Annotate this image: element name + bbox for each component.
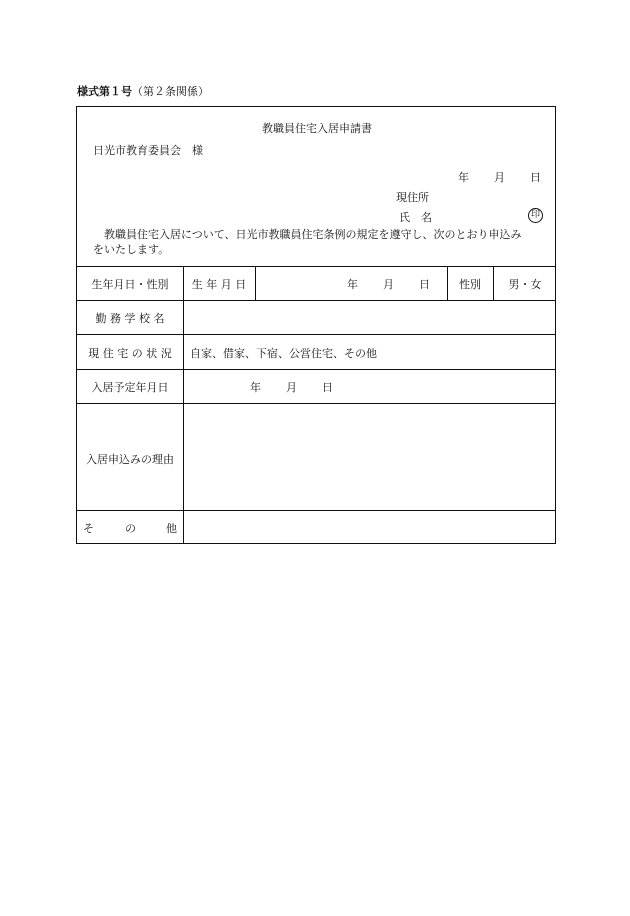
sex-value: 男・女 [508,278,542,291]
table-divider [77,403,555,404]
application-form [76,106,556,544]
date-day-label: 日 [530,171,541,184]
form-title: 教職員住宅入居申請書 [262,122,372,135]
housing-status-label: 現 住 宅 の 状 況 [88,347,172,360]
date-month-label: 月 [494,171,505,184]
form-number: 様式第１号 [77,85,132,98]
date-year-label: 年 [458,171,469,184]
birth-year-label: 年 [347,278,358,291]
other-label-char-2: の [125,522,136,535]
school-label: 勤 務 学 校 名 [95,312,165,325]
table-divider [77,369,555,370]
reason-label: 入居申込みの理由 [86,453,174,466]
birth-sex-label: 生年月日・性別 [91,278,169,291]
table-divider [77,300,555,301]
sex-label: 性別 [459,278,481,291]
move-in-date-label: 入居予定年月日 [91,381,169,394]
birth-cell-divider [255,266,256,300]
label-column-divider [183,266,184,544]
table-divider [77,334,555,335]
birth-date-label: 生 年 月 日 [191,278,247,291]
birth-day-label: 日 [419,278,430,291]
body-text-line2: をいたします。 [93,243,170,256]
addressee: 日光市教育委員会 様 [93,144,203,157]
other-label-char-3: 他 [166,522,177,535]
address-label: 現住所 [396,191,429,204]
table-divider [77,510,555,511]
move-in-day-label: 日 [322,381,333,394]
birth-month-label: 月 [383,278,394,291]
form-number-label [77,83,209,99]
move-in-year-label: 年 [250,381,261,394]
table-divider [77,266,555,267]
other-label-char-1: そ [83,522,94,535]
housing-status-options: 自家、借家、下宿、公営住宅、その他 [190,347,377,360]
move-in-month-label: 月 [286,381,297,394]
body-text-line1: 教職員住宅入居について、日光市教職員住宅条例の規定を遵守し、次のとおり申込み [104,228,522,241]
name-label: 氏 名 [399,211,432,224]
form-relation: （第２条関係） [132,85,209,98]
seal-mark: 印 [528,208,543,223]
